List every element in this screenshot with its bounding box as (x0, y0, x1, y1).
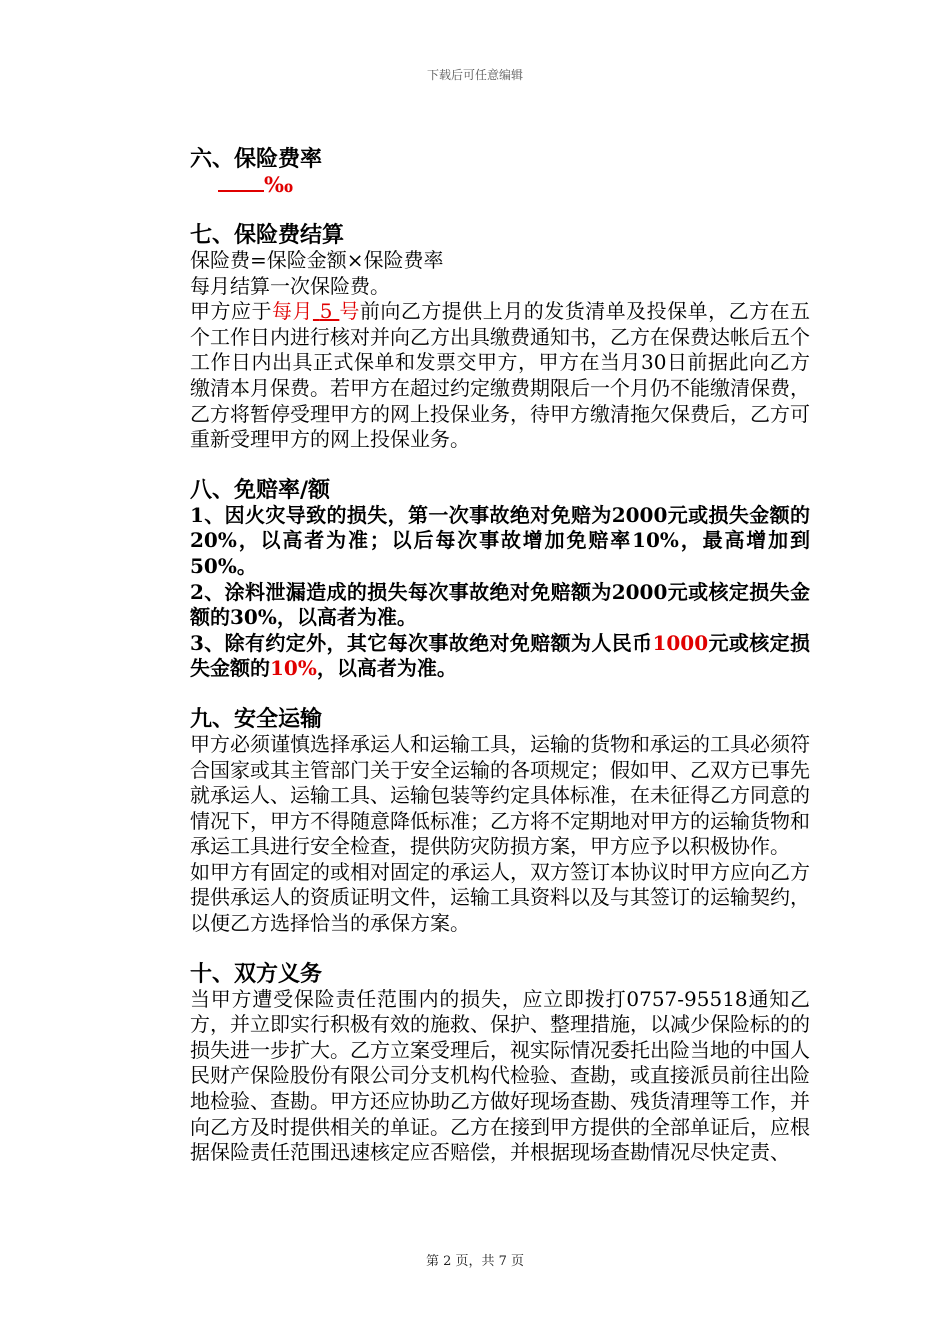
page-footer: 第 2 页，共 7 页 (425, 1254, 525, 1269)
s7-p1-red-month: 每月 (271, 299, 313, 324)
s7-p1-pre: 甲方应于 (190, 299, 272, 324)
s7-p1-post: 前向乙方提供上月的发货清单及投保单， (359, 299, 729, 324)
section-7-paragraph (190, 299, 810, 453)
monthly-settlement: 每月结算一次保险费。 (190, 273, 390, 298)
page-header: 下载后可任意编辑 (426, 68, 523, 82)
section-9-paragraph-1: 甲方必须谨慎选择承运人和运输工具，运输的货物和承运的工具必须符合国家或其主管部门关于安全运输的各项规定；假如甲、乙双方已事先就承运人、运输工具、运输包装等约定具体标准，在未征得乙方同意的情况下，甲方不得随意降低标准；乙方将不定期地对甲方的运输货物和承运工具进行安全检查，提供防灾防损方案，甲方应予以积极协作。 (190, 731, 810, 859)
item3-percent: 10% (270, 656, 317, 681)
document-body (190, 146, 810, 1166)
deductible-item-1: 1、因火灾导致的损失，第一次事故绝对免赔为2000元或损失金额的20%，以高者为准；以后每次事故增加免赔率10%，最高增加到50%。 (190, 502, 810, 578)
s7-p1-red-hao: 号 (339, 299, 360, 324)
deductible-item-2: 2、涂料泄漏造成的损失每次事故绝对免赔额为2000元或核定损失金额的30%，以高者为准。 (190, 579, 810, 630)
section-6-title: 六、保险费率 (190, 146, 323, 172)
premium-rate-line (190, 172, 810, 198)
section-9-title: 九、安全运输 (190, 705, 323, 732)
deductible-item-3 (190, 631, 810, 682)
section-8-title: 八、免赔率/额 (190, 476, 331, 503)
permille-symbol: ‰ (264, 172, 294, 197)
item3-text-b: 元或核定损失金额的 (190, 630, 810, 681)
item3-text-c: ，以高者为准。 (316, 656, 457, 681)
section-10-title: 十、双方义务 (190, 960, 323, 987)
s7-p1-red-day: 5 (319, 299, 333, 324)
premium-formula: 保险费=保险金额×保险费率 (190, 248, 444, 272)
item3-text-a: 3、除有约定外，其它每次事故绝对免赔额为人民币 (190, 630, 653, 655)
section-10-paragraph-1: 当甲方遭受保险责任范围内的损失，应立即拨打0757-95518通知乙方，并立即实行积极有效的施救、保护、整理措施，以减少保险标的的损失进一步扩大。乙方立案受理后，视实际情况委托出险当地的中国人民财产保险股份有限公司分支机构代检验、查勘，或直接派员前往出险地检验、查勘。甲方还应协助乙方做好现场查勘、残货清理等工作，并向乙方及时提供相关的单证。乙方在接到甲方提供的全部单证后，应根据保险责任范围迅速核定应否赔偿，并根据现场查勘情况尽快定责、 (190, 986, 810, 1165)
premium-rate-blank[interactable] (218, 172, 264, 192)
s7-p1-rest: 乙方在五个工作日内进行核对并向乙方出具缴费通知书，乙方在保费达帐后五个工作日内出具正式保单和发票交甲方，甲方在当月30日前据此向乙方缴清本月保费。若甲方在超过约定缴费期限后一个月仍不能缴清保费，乙方将暂停受理甲方的网上投保业务，待甲方缴清拖欠保费后，乙方可重新受理甲方的网上投保业务。 (190, 299, 811, 452)
item3-amount: 1000 (652, 630, 709, 655)
section-9-paragraph-2: 如甲方有固定的或相对固定的承运人，双方签订本协议时甲方应向乙方提供承运人的资质证明文件，运输工具资料以及与其签订的运输契约，以便乙方选择恰当的承保方案。 (190, 859, 810, 936)
section-7-title: 七、保险费结算 (190, 222, 345, 248)
